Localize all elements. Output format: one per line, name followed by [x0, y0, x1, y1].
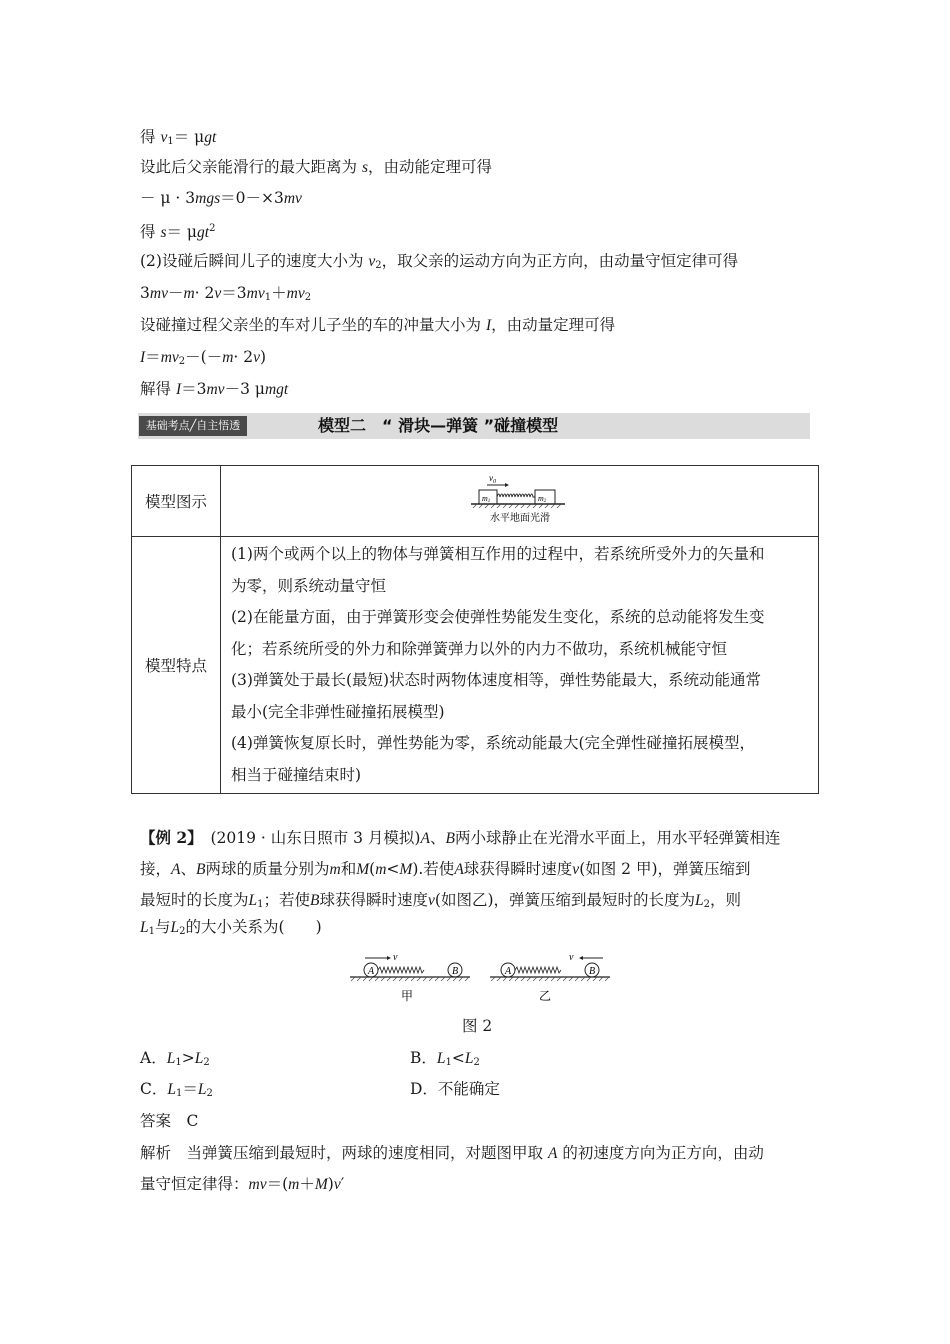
spring: [497, 494, 535, 497]
spring: [378, 967, 424, 973]
derivation-line-2: 设此后父亲能滑行的最大距离为 s，由动能定理可得: [140, 158, 493, 176]
feature-line: (2)在能量方面，由于弹簧形变会使弹性势能发生变化，系统的总动能将发生变: [231, 608, 765, 626]
option-a: A．$L_1>L_2$: [140, 1049, 210, 1068]
derivation-line-1: 得 $v_1= \mu gt$: [140, 128, 217, 147]
answer-line: 答案 C: [140, 1112, 199, 1130]
derivation-line-9: 解得 I＝3mv－3 μmgt: [140, 380, 289, 398]
row-head-features: 模型特点: [132, 537, 221, 794]
m2-label: m2: [537, 494, 546, 504]
diagram-caption: 水平地面光滑: [489, 513, 550, 524]
velocity-label: v: [393, 952, 398, 963]
spring: [515, 967, 561, 973]
section-tag: 基础考点╱自主悟透: [139, 416, 247, 436]
ball-b-label: B: [588, 966, 596, 977]
table-row: [132, 466, 819, 537]
feature-line: 最小(完全非弹性碰撞拓展模型): [231, 702, 445, 721]
derivation-line-3: － μ · 3mgs＝0－×3mv: [140, 189, 302, 207]
derivation-line-4: 得 s＝ μgt$^2$: [140, 223, 216, 241]
row-head-diagram: 模型图示: [132, 466, 221, 537]
derivation-line-7: 设碰撞过程父亲坐的车对儿子坐的车的冲量大小为 I，由动量定理可得: [140, 316, 616, 334]
option-d: D．不能确定: [410, 1080, 500, 1098]
m1-label: m1: [481, 494, 490, 504]
feature-line: 化；若系统所受的外力和除弹簧弹力以外的内力不做功，系统机械能守恒: [231, 639, 728, 658]
section-title: 模型二 “ 滑块—弹簧 ”碰撞模型: [318, 416, 559, 435]
example-question-line-4: $L_1$与$L_2$的大小关系为( ): [140, 918, 322, 937]
analysis-line-1: 解析 当弹簧压缩到最短时，两球的速度相同，对题图甲取 A 的初速度方向为正方向，由动: [140, 1144, 764, 1162]
figure-panel-jia: [350, 952, 470, 1003]
example-question-line-3: 最短时的长度为$L_1$；若使B球获得瞬时速度v(如图乙)，弹簧压缩到最短时的长度为$L_2$，则: [140, 891, 742, 910]
v0-label: $v_0$: [488, 473, 496, 485]
example-question-line-1: 【例 2】 (2019 · 山东日照市 3 月模拟)A、B两小球静止在光滑水平面上，用水平轻弹簧相连: [140, 828, 781, 847]
table-row: [132, 537, 819, 794]
option-c: C．$L_1=L_2$: [140, 1080, 213, 1099]
v0-arrowhead-icon: [505, 483, 509, 487]
arrowhead-icon: [579, 956, 583, 960]
derivation-line-5: (2)设碰后瞬间儿子的速度大小为 $v_2$，取父亲的运动方向为正方向，由动量守恒定律可得: [140, 252, 739, 271]
option-b: B．$L_1<L_2$: [410, 1049, 480, 1068]
derivation-line-8: $I=mv_2-(-m\cdot 2v)$: [140, 348, 267, 367]
arrowhead-icon: [387, 956, 391, 960]
model-table: [131, 465, 819, 794]
ball-a-label: A: [367, 966, 375, 977]
feature-line: (3)弹簧处于最长(最短)状态时两物体速度相等，弹性势能最大，系统动能通常: [231, 671, 762, 689]
ball-a-label: A: [504, 966, 512, 977]
feature-line: (1)两个或两个以上的物体与弹簧相互作用的过程中，若系统所受外力的矢量和: [231, 545, 765, 563]
example-label: 【例 2】: [140, 828, 195, 847]
velocity-label: v: [569, 952, 574, 963]
feature-line: 为零，则系统动量守恒: [231, 576, 387, 595]
figure-2: [345, 948, 615, 1006]
figure-label-jia: 甲: [400, 989, 414, 1003]
example-question-line-2: 接，A、B两球的质量分别为m和M(m<M).若使A球获得瞬时速度v(如图 2 甲)，弹簧压缩到: [140, 860, 751, 878]
analysis-line-2: 量守恒定律得：mv＝(m＋M)v′: [140, 1175, 345, 1193]
ball-b-label: B: [451, 966, 459, 977]
feature-line: (4)弹簧恢复原长时，弹性势能为零，系统动能最大(完全弹性碰撞拓展模型，: [231, 734, 756, 752]
model-diagram-cell: [221, 466, 819, 537]
figure-panel-yi: [490, 952, 610, 1003]
model-features-cell: [221, 537, 819, 794]
derivation-line-6: $3mv-m\cdot 2v=3mv_1+mv_2$: [140, 284, 312, 303]
figure-label-yi: 乙: [538, 989, 552, 1003]
figure-caption: 图 2: [462, 1017, 493, 1035]
spring-block-diagram: [465, 472, 575, 530]
feature-line: 相当于碰撞结束时): [231, 765, 362, 784]
